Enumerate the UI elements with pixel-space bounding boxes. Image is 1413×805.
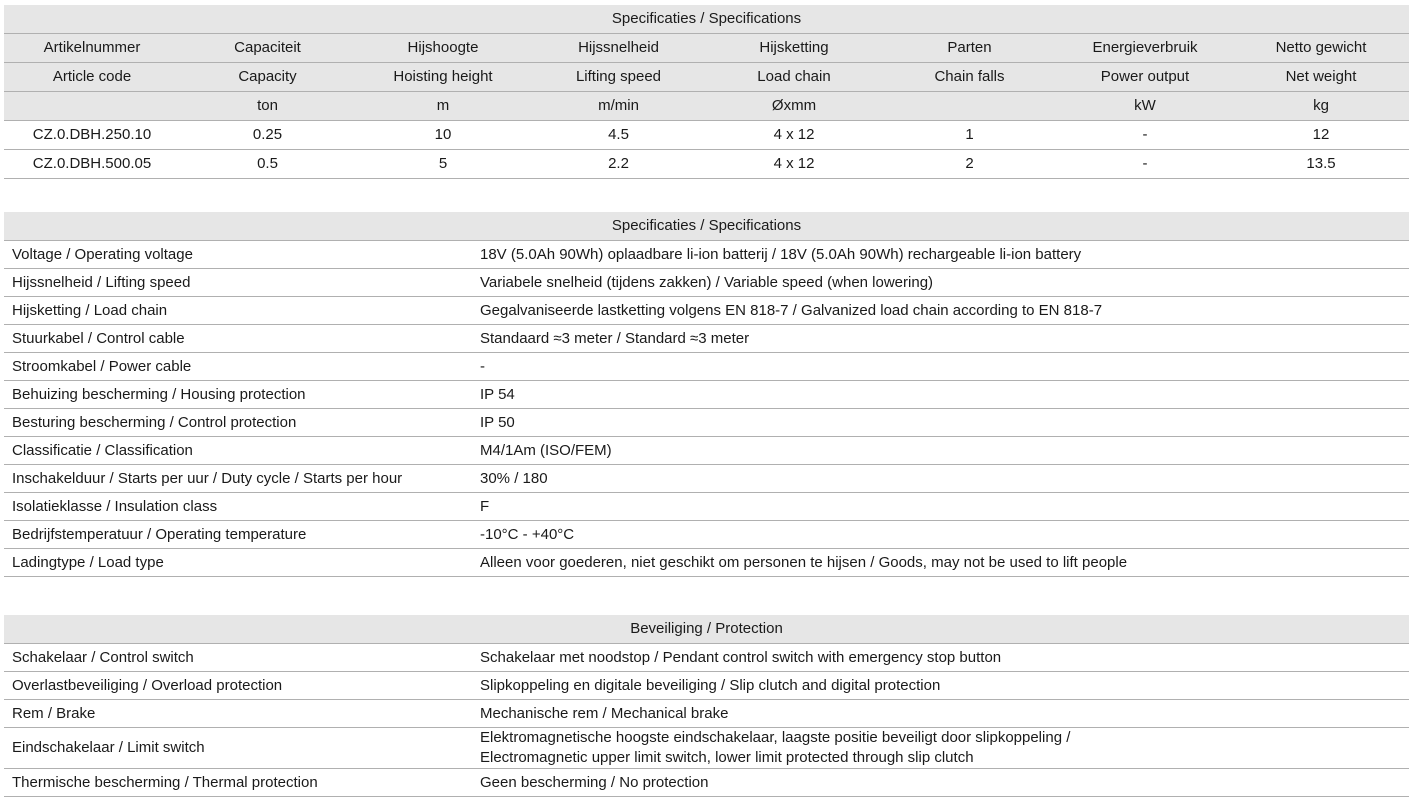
protection-value-line: Electromagnetic upper limit switch, lower limit protected through slip clutch bbox=[480, 749, 974, 766]
table-cell: 5 bbox=[355, 150, 531, 179]
protection-row-thermal bbox=[4, 769, 1409, 797]
spec-value: IP 54 bbox=[456, 381, 1409, 409]
protection-row-limit-switch bbox=[4, 728, 1409, 769]
spec-value: -10°C - +40°C bbox=[456, 521, 1409, 549]
protection-label: Eindschakelaar / Limit switch bbox=[4, 728, 456, 769]
spec-label: Bedrijfstemperatuur / Operating temperature bbox=[4, 521, 456, 549]
specs-table-title: Specificaties / Specifications bbox=[4, 212, 1409, 241]
spec-row-insulation-class bbox=[4, 493, 1409, 521]
header-net-weight: Net weight bbox=[1233, 63, 1409, 92]
table-cell: 4.5 bbox=[531, 121, 706, 150]
models-table-title: Specificaties / Specifications bbox=[4, 5, 1409, 34]
protection-value-line: Elektromagnetische hoogste eindschakelaar, laagste positie beveiligt door slipkoppeling / bbox=[480, 729, 1071, 746]
table-cell: 4 x 12 bbox=[706, 121, 882, 150]
units-row bbox=[4, 92, 1409, 121]
spec-value: 18V (5.0Ah 90Wh) oplaadbare li-ion batterij / 18V (5.0Ah 90Wh) rechargeable li-ion battery bbox=[456, 241, 1409, 269]
protection-table-title-row bbox=[4, 615, 1409, 644]
spec-label: Classificatie / Classification bbox=[4, 437, 456, 465]
protection-label: Schakelaar / Control switch bbox=[4, 644, 456, 672]
header-capacity: Capacity bbox=[180, 63, 355, 92]
header-lifting-speed-nl: Hijssnelheid bbox=[531, 34, 706, 63]
specs-table bbox=[4, 212, 1409, 577]
spec-label: Hijsketting / Load chain bbox=[4, 297, 456, 325]
specs-table-title-row bbox=[4, 212, 1409, 241]
models-table bbox=[4, 5, 1409, 179]
unit-cell: kW bbox=[1057, 92, 1233, 121]
protection-row-overload bbox=[4, 672, 1409, 700]
header-weight-nl: Netto gewicht bbox=[1233, 34, 1409, 63]
spec-value: IP 50 bbox=[456, 409, 1409, 437]
unit-cell: ton bbox=[180, 92, 355, 121]
unit-cell: m bbox=[355, 92, 531, 121]
spec-value: Alleen voor goederen, niet geschikt om personen te hijsen / Goods, may not be used to lift people bbox=[456, 549, 1409, 577]
header-row-en bbox=[4, 63, 1409, 92]
header-hoisting-height: Hoisting height bbox=[355, 63, 531, 92]
protection-value: Mechanische rem / Mechanical brake bbox=[456, 700, 1409, 728]
protection-value: Slipkoppeling en digitale beveiliging / Slip clutch and digital protection bbox=[456, 672, 1409, 700]
spec-label: Besturing bescherming / Control protection bbox=[4, 409, 456, 437]
spec-label: Stroomkabel / Power cable bbox=[4, 353, 456, 381]
protection-row-brake bbox=[4, 700, 1409, 728]
protection-value: Schakelaar met noodstop / Pendant control switch with emergency stop button bbox=[456, 644, 1409, 672]
spec-value: F bbox=[456, 493, 1409, 521]
spec-label: Isolatieklasse / Insulation class bbox=[4, 493, 456, 521]
table-cell: CZ.0.DBH.500.05 bbox=[4, 150, 180, 179]
header-row-nl bbox=[4, 34, 1409, 63]
spec-label: Inschakelduur / Starts per uur / Duty cycle / Starts per hour bbox=[4, 465, 456, 493]
header-article-code: Article code bbox=[4, 63, 180, 92]
protection-label: Overlastbeveiliging / Overload protection bbox=[4, 672, 456, 700]
table-cell: - bbox=[1057, 150, 1233, 179]
table-cell: - bbox=[1057, 121, 1233, 150]
table-row bbox=[4, 150, 1409, 179]
table-cell: CZ.0.DBH.250.10 bbox=[4, 121, 180, 150]
table-cell: 2 bbox=[882, 150, 1057, 179]
spec-label: Voltage / Operating voltage bbox=[4, 241, 456, 269]
table-cell: 12 bbox=[1233, 121, 1409, 150]
table-cell: 1 bbox=[882, 121, 1057, 150]
spec-row-control-protection bbox=[4, 409, 1409, 437]
table-cell: 0.5 bbox=[180, 150, 355, 179]
header-chain-falls-nl: Parten bbox=[882, 34, 1057, 63]
spec-label: Ladingtype / Load type bbox=[4, 549, 456, 577]
protection-row-control-switch bbox=[4, 644, 1409, 672]
spec-row-lifting-speed bbox=[4, 269, 1409, 297]
spec-row-load-chain bbox=[4, 297, 1409, 325]
protection-table bbox=[4, 615, 1409, 797]
protection-label: Rem / Brake bbox=[4, 700, 456, 728]
header-power-nl: Energieverbruik bbox=[1057, 34, 1233, 63]
spec-value: M4/1Am (ISO/FEM) bbox=[456, 437, 1409, 465]
protection-value bbox=[456, 728, 1409, 769]
spec-row-housing-protection bbox=[4, 381, 1409, 409]
unit-cell: kg bbox=[1233, 92, 1409, 121]
spec-row-duty-cycle bbox=[4, 465, 1409, 493]
spec-value: Gegalvaniseerde lastketting volgens EN 818-7 / Galvanized load chain according to EN 818-7 bbox=[456, 297, 1409, 325]
header-capacity-nl: Capaciteit bbox=[180, 34, 355, 63]
table-cell: 2.2 bbox=[531, 150, 706, 179]
table-cell: 10 bbox=[355, 121, 531, 150]
table-cell: 13.5 bbox=[1233, 150, 1409, 179]
header-load-chain: Load chain bbox=[706, 63, 882, 92]
unit-cell: Øxmm bbox=[706, 92, 882, 121]
protection-table-title: Beveiliging / Protection bbox=[4, 615, 1409, 644]
spec-value: - bbox=[456, 353, 1409, 381]
protection-value: Geen bescherming / No protection bbox=[456, 769, 1409, 797]
header-power-output: Power output bbox=[1057, 63, 1233, 92]
spec-value: Standaard ≈3 meter / Standard ≈3 meter bbox=[456, 325, 1409, 353]
spec-label: Hijssnelheid / Lifting speed bbox=[4, 269, 456, 297]
protection-label: Thermische bescherming / Thermal protection bbox=[4, 769, 456, 797]
spec-value: Variabele snelheid (tijdens zakken) / Variable speed (when lowering) bbox=[456, 269, 1409, 297]
spec-row-power-cable bbox=[4, 353, 1409, 381]
spec-row-classification bbox=[4, 437, 1409, 465]
models-table-title-row bbox=[4, 5, 1409, 34]
spec-row-voltage bbox=[4, 241, 1409, 269]
table-cell: 4 x 12 bbox=[706, 150, 882, 179]
spec-row-control-cable bbox=[4, 325, 1409, 353]
header-hoisting-height-nl: Hijshoogte bbox=[355, 34, 531, 63]
spec-label: Stuurkabel / Control cable bbox=[4, 325, 456, 353]
header-lifting-speed: Lifting speed bbox=[531, 63, 706, 92]
header-load-chain-nl: Hijsketting bbox=[706, 34, 882, 63]
unit-cell bbox=[4, 92, 180, 121]
unit-cell: m/min bbox=[531, 92, 706, 121]
spec-row-operating-temperature bbox=[4, 521, 1409, 549]
spec-value: 30% / 180 bbox=[456, 465, 1409, 493]
spec-label: Behuizing bescherming / Housing protection bbox=[4, 381, 456, 409]
header-article-number: Artikelnummer bbox=[4, 34, 180, 63]
table-cell: 0.25 bbox=[180, 121, 355, 150]
table-row bbox=[4, 121, 1409, 150]
header-chain-falls: Chain falls bbox=[882, 63, 1057, 92]
unit-cell bbox=[882, 92, 1057, 121]
spec-row-load-type bbox=[4, 549, 1409, 577]
